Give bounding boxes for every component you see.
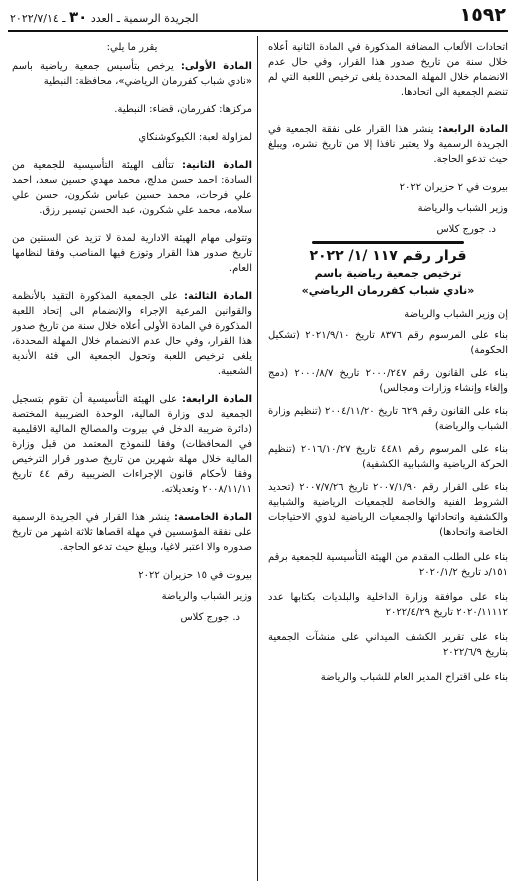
decree-heading xyxy=(268,248,508,299)
article-5-paragraph xyxy=(12,510,252,555)
publication-name: الجريدة الرسمية ـ العدد xyxy=(90,12,199,25)
decree-club-name: «نادي شباب كفررمان الرياضي» xyxy=(301,284,475,297)
left-column xyxy=(12,40,252,625)
article-5-label: المادة الخامسة: xyxy=(174,512,252,523)
article-2-paragraph xyxy=(12,158,252,218)
decides-line: يقرر ما يلي: xyxy=(106,42,158,53)
decree-subject: ترخيص جمعية رياضية باسم xyxy=(314,267,462,280)
article-3-text: على الجمعية المذكورة التقيد بالأنظمة والقوانين المرعية الإجراء والإنضمام الى إتحاد اللعبة المذكورة في المادة الأولى أعلاه خلال سنة من تاريخ صدور هذا القرار، وفي حال عدم الانضمام خلال المهلة المحددة، يلغى ترخيص اللعبة وتحول الجمعية الى فئة الأندية الشعبية. xyxy=(12,291,252,377)
right-column xyxy=(268,40,508,685)
article-2-text: تتألف الهيئة التأسيسية للجمعية من السادة: احمد حسن مدلج، محمد مهدي حسين سعد، احمد علي فرحات، محمد حسين عباس شكرون، حسن علي سلامه، محمد علي شكرون، عبد الحسن تيسير رزق. xyxy=(12,160,252,216)
article-3-label: المادة الثالثة: xyxy=(184,291,253,302)
column-divider xyxy=(257,36,258,881)
recital: بناء على القانون رقم ٢٠٠٠/٢٤٧ تاريخ ٢٠٠٠/٨/٧ (دمج وإلغاء وإنشاء وزارات ومجالس) xyxy=(268,368,508,394)
recital: بناء على الطلب المقدم من الهيئة التأسيسية للجمعية برقم ١٥١/د تاريخ ٢٠٢٠/١/٢ xyxy=(268,552,508,578)
signature-title: وزير الشباب والرياضة xyxy=(417,203,508,214)
recital: بناء على اقتراح المدير العام للشباب والرياضة xyxy=(320,672,508,683)
intro-paragraph: اتحادات الألعاب المضافة المذكورة في المادة الثانية أعلاه خلال سنة من تاريخ صدور هذا القرار، وفي حال عدم الانضمام خلال المهلة المحددة يلغى ترخيص اللعبة التي لم تنضم الجمعية الى اتحادها. xyxy=(268,42,508,98)
issue-number: ٣٠ xyxy=(69,8,88,26)
article-4-text: ينشر هذا القرار على نفقة الجمعية في الجريدة الرسمية ولا يعتبر نافذا إلا من تاريخ نشره، ويبلغ حيث تدعو الحاجة. xyxy=(268,124,508,165)
signature-date: بيروت في ٢ حزيران ٢٠٢٢ xyxy=(399,182,508,193)
issue-date: ـ ٢٠٢٢/٧/١٤ xyxy=(10,12,66,25)
article-4-label: المادة الرابعة: xyxy=(181,394,253,405)
headquarters-line: مركزها: كفررمان، قضاء: النبطية. xyxy=(114,104,252,115)
admin-paragraph: وتتولى مهام الهيئة الادارية لمدة لا تزيد عن السنتين من تاريخ صدور هذا القرار وتوزع فيها المناصب وفقا لنظامها العام. xyxy=(12,233,252,274)
article-3-paragraph xyxy=(12,289,252,379)
page-number: ١٥٩٢ xyxy=(459,4,506,26)
minister-line: إن وزير الشباب والرياضة xyxy=(404,309,508,320)
header-rule xyxy=(8,30,508,32)
recital: بناء على موافقة وزارة الداخلية والبلديات بكتابها عدد ٢٠٢٠/١١١١٢ تاريخ ٢٠٢٢/٤/٢٩ xyxy=(268,592,508,618)
page-header xyxy=(8,2,508,30)
article-2-label: المادة الثانية: xyxy=(181,160,252,171)
signature-name: د. جورج كلاس xyxy=(436,224,496,235)
article-4-text: على الهيئة التأسيسية أن تقوم بتسجيل الجمعية لدى وزارة المالية، الوحدة الضريبية المختصة (دائرة ضريبة الدخل في بيروت والمصالح المالية الاقليمية في المحافظات) وفقا للنموذج المعتمد من قبل وزارة المالية خلال مهلة شهرين من تاريخ صدور قرار الترخيص وفقا لأحكام قانون الإجراءات الضريبية رقم ٤٤ تاريخ ٢٠٠٨/١١/١١ وتعديلاته. xyxy=(12,394,252,495)
signature-name: د. جورج كلاس xyxy=(180,612,240,623)
recital: بناء على القانون رقم ٦٢٩ تاريخ ٢٠٠٤/١١/٢٠ (تنظيم وزارة الشباب والرياضة) xyxy=(268,406,508,432)
article-1-text: يرخص بتأسيس جمعية رياضية باسم «نادي شباب كفررمان الرياضي»، محافظة: النبطية xyxy=(12,61,252,87)
decree-number: قرار رقم ١١٧ /١/ ٢٠٢٢ xyxy=(309,248,467,264)
article-4-paragraph xyxy=(268,122,508,167)
article-4-paragraph xyxy=(12,392,252,497)
sport-line: لمزاولة لعبة: الكيوكوشنكاي xyxy=(138,132,252,143)
gazette-title xyxy=(10,8,198,26)
recital: بناء على القرار رقم ٢٠٠٧/١/٩٠ تاريخ ٢٠٠٧/٧/٢٦ (تحديد الشروط الفنية والخاصة للجمعيات الرياضية والشبابية والكشفية واتحاداتها والجمعيات الرياضية لذوي الاحتياجات الخاصة واتحادها) xyxy=(268,482,508,538)
article-5-text: ينشر هذا القرار في الجريدة الرسمية على نفقة المؤسسين في مهلة اقصاها ثلاثة اشهر من تاريخ صدوره والا اعتبر لاغيا، ويبلغ حيث تدعو الحاجة. xyxy=(12,512,252,553)
article-1-label: المادة الأولى: xyxy=(180,61,252,72)
signature-date: بيروت في ١٥ حزيران ٢٠٢٢ xyxy=(138,570,252,581)
article-1-paragraph xyxy=(12,59,252,89)
article-4-label: المادة الرابعة: xyxy=(438,124,509,135)
recital: بناء على المرسوم رقم ٤٤٨١ تاريخ ٢٠١٦/١٠/٢٧ (تنظيم الحركة الرياضية والشبابية الكشفية) xyxy=(268,444,508,470)
recital: بناء على المرسوم رقم ٨٣٧٦ تاريخ ٢٠٢١/٩/١٠ (تشكيل الحكومة) xyxy=(268,330,508,356)
recital: بناء على تقرير الكشف الميداني على منشآت الجمعية بتاريخ ٢٠٢٢/٦/٩ xyxy=(268,632,508,658)
separator-bar xyxy=(312,241,464,244)
signature-title: وزير الشباب والرياضة xyxy=(161,591,252,602)
